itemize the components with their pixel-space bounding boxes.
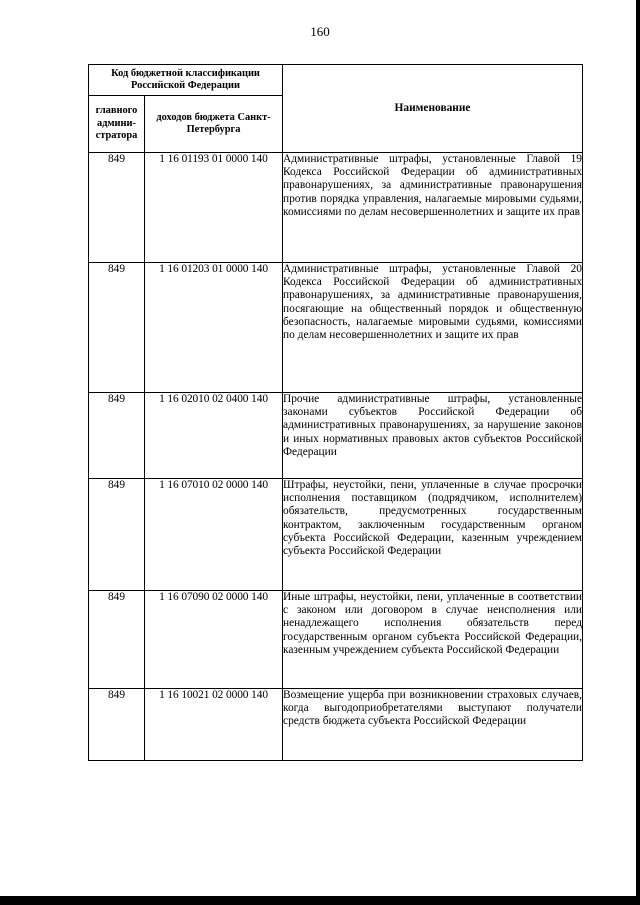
- admin-code: 849: [89, 153, 145, 263]
- header-budget-income: доходов бюджета Санкт-Петербурга: [145, 96, 283, 153]
- admin-code: 849: [89, 263, 145, 393]
- budget-code: 1 16 07010 02 0000 140: [145, 479, 283, 591]
- item-name: Прочие административные штрафы, установленные законами субъектов Российской Федерации об административных правонарушениях, за нарушение законов и иных нормативных правовых актов субъектов Российской Федерации: [283, 393, 583, 479]
- budget-code: 1 16 01203 01 0000 140: [145, 263, 283, 393]
- table-row: [89, 591, 583, 689]
- header-budget-code-group: Код бюджетной классификации Российской Федерации: [89, 65, 283, 96]
- table-row: [89, 153, 583, 263]
- header-main-administrator: главного админи-стратора: [89, 96, 145, 153]
- budget-code: 1 16 10021 02 0000 140: [145, 689, 283, 761]
- header-name: Наименование: [283, 65, 583, 153]
- table-row: [89, 263, 583, 393]
- scan-bottom-edge: [0, 896, 640, 905]
- item-name: Возмещение ущерба при возникновении страховых случаев, когда выгодоприобретателями выступают получатели средств бюджета субъекта Российской Федерации: [283, 689, 583, 761]
- admin-code: 849: [89, 591, 145, 689]
- table-row: [89, 689, 583, 761]
- budget-code: 1 16 01193 01 0000 140: [145, 153, 283, 263]
- scan-right-edge: [636, 0, 640, 905]
- item-name: Административные штрафы, установленные Главой 19 Кодекса Российской Федерации об административных правонарушениях, за административные правонарушения против порядка управления, налагаемые мировыми судьями, комиссиями по делам несовершеннолетних и защите их прав: [283, 153, 583, 263]
- item-name: Иные штрафы, неустойки, пени, уплаченные в соответствии с законом или договором в случае неисполнения или ненадлежащего исполнения обязательств перед государственным органом субъекта Российской Федерации, казенным учреждением субъекта Российской Федерации: [283, 591, 583, 689]
- admin-code: 849: [89, 393, 145, 479]
- table-row: [89, 393, 583, 479]
- item-name: Штрафы, неустойки, пени, уплаченные в случае просрочки исполнения поставщиком (подрядчиком, исполнителем) обязательств, предусмотренных государственным контрактом, заключенным государственным органом субъекта Российской Федерации, казенным учреждением субъекта Российской Федерации: [283, 479, 583, 591]
- item-name: Административные штрафы, установленные Главой 20 Кодекса Российской Федерации об административных правонарушениях, за административные правонарушения, посягающие на общественный порядок и общественную безопасность, налагаемые мировыми судьями, комиссиями по делам несовершеннолетних и защите их прав: [283, 263, 583, 393]
- budget-code: 1 16 07090 02 0000 140: [145, 591, 283, 689]
- admin-code: 849: [89, 479, 145, 591]
- page-number: 160: [310, 24, 330, 39]
- table-row: [89, 479, 583, 591]
- budget-classification-table: [88, 64, 583, 761]
- admin-code: 849: [89, 689, 145, 761]
- budget-code: 1 16 02010 02 0400 140: [145, 393, 283, 479]
